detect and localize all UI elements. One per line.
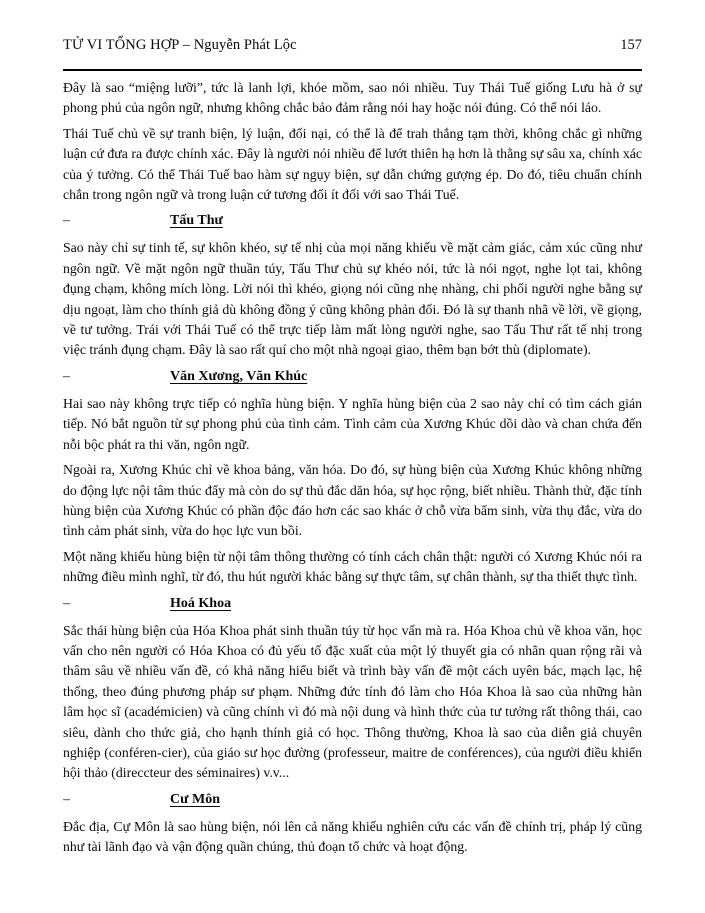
header-rule (63, 69, 642, 71)
heading-title: Tấu Thư (170, 213, 223, 229)
page-header (63, 36, 642, 54)
paragraph-hoa-khoa: Sắc thái hùng biện của Hóa Khoa phát sinh thuần túy từ học vấn mà ra. Hóa Khoa chủ về khoa văn, học vấn cho nên người có Hóa Khoa có đủ yếu tố đặc xuất của một lý thuyết gia có nhãn quan rộng rãi và thâm sâu về nhiều vấn đề, có khả năng hiểu biết và trình bày vấn đề một cách uyên bác, mạch lạc, hệ thống, theo đúng phương pháp sư phạm. Những đức tính đó làm cho Hóa Khoa là sao của những hàn lâm học sĩ (académicien) và cũng chính vì đó mà nội dung và hình thức của tư tưởng rất thông thái, cao siêu, dành cho thức giả, cho hạnh thính giả có học. Thông thường, Khoa là sao của diễn giả chuyên nghiệp (conféren-cier), của giáo sư học đường (professeur, maitre de conférences), của người điều khiển hội thảo (direccteur des séminaires) v.v... (63, 622, 642, 781)
page-number: 157 (620, 37, 642, 53)
paragraph-tau-thu: Sao này chỉ sự tinh tế, sự khôn khéo, sự tế nhị của mọi năng khiếu về mặt cảm giác, cảm xúc cũng như ngôn ngữ. Về mặt ngôn ngữ thuần túy, Tấu Thư chủ sự khéo nói, tức là nói ngọt, nghe lọt tai, không đụng chạm, không mích lòng. Lời nói thì khéo, giọng nói cũng nhẹ nhàng, chi phối người nghe bằng sự dịu ngoạt, làm cho thính giả dù không đồng ý cũng không phản đối. Đó là sự thanh nhã về lời, về giọng, về tư tưởng. Trái với Thái Tuế có thể trực tiếp làm mất lòng người nghe, sao Tấu Thư rất tế nhị trong việc tránh đụng chạm. Đây là sao rất quí cho một nhà ngoại giao, thêm bạn bớt thù (diplomate). (63, 240, 642, 358)
paragraph-van-xuong-2: Ngoài ra, Xương Khúc chỉ về khoa bảng, văn hóa. Do đó, sự hùng biện của Xương Khúc không những do động lực nội tâm thúc đẩy mà còn do sự thủ đắc dăn hóa, sự học rộng, biết nhiều. Thành thử, đặc tính hùng biện của Xương Khúc có phần độc đáo hơn các sao khác ở chỗ vừa bẩm sinh, vừa thụ đắc, vừa do tình cảm phát sinh, vừa do học lực vun bồi. (63, 462, 642, 539)
heading-dash: – (63, 213, 70, 229)
heading-dash: – (63, 595, 70, 611)
paragraph-thai-tue-2: Thái Tuế chủ về sự tranh biện, lý luận, đối nại, có thể là để trah thắng tạm thời, không chắc gì những luận cứ đưa ra được chính xác. Đây là người nói nhiều để lướt thiên hạ hơn là thằng sự sâu xa, chính xác của ý tưởng. Có thể Thái Tuế bao hàm sự ngụy biện, sự dẫn chứng gượng ép. Do đó, tiêu chuẩn chính chắn trong ngôn ngữ và trong luận cứ tương đối ít đối với sao Thái Tuế. (63, 125, 642, 203)
paragraph-van-xuong-3: Một năng khiếu hùng biện từ nội tâm thông thường có tính cách chân thật: người có Xương Khúc nói ra những điều mình nghĩ, từ đó, thu hút người khác bằng sự thực tâm, sự chân thành, sự tha thiết thực tình. (63, 548, 642, 585)
section-heading-hoa-khoa (63, 594, 642, 614)
section-heading-van-xuong-van-khuc (63, 367, 642, 387)
paragraph-thai-tue-1: Đây là sao “miệng lưỡi”, tức là lanh lợi, khóe mồm, sao nói nhiều. Tuy Thái Tuế giống Lưu hà ở sự phong phú của ngôn ngữ, nhưng không chắc bảo đảm rằng nói hay hoặc nói đúng. Có thể nói láo. (63, 80, 642, 116)
section-heading-tau-thu (63, 211, 642, 231)
running-title: TỬ VI TỔNG HỢP – Nguyễn Phát Lộc (63, 37, 297, 53)
paragraph-van-xuong-1: Hai sao này không trực tiếp có nghĩa hùng biện. Y nghĩa hùng biện của 2 sao này chỉ có tìm cách gián tiếp. Nó bắt nguồn từ sự phong phú của tình cảm. Tình cảm của Xương Khúc dồi dào và chan chứa đến nỗi bộc phát ra thi văn, ngôn ngữ. (63, 395, 642, 452)
paragraph-cu-mon: Đắc địa, Cự Môn là sao hùng biện, nói lên cả năng khiếu nghiên cứu các vấn đề chính trị, pháp lý cũng như tài lãnh đạo và vận động quần chúng, thủ đoạn tổ chức và hoạt động. (63, 818, 642, 855)
section-heading-cu-mon (63, 790, 642, 810)
heading-title: Hoá Khoa (170, 595, 232, 611)
heading-title: Cư Môn (170, 791, 221, 807)
heading-title: Văn Xương, Văn Khúc (170, 368, 308, 384)
heading-dash: – (63, 791, 70, 807)
heading-dash: – (63, 368, 70, 384)
